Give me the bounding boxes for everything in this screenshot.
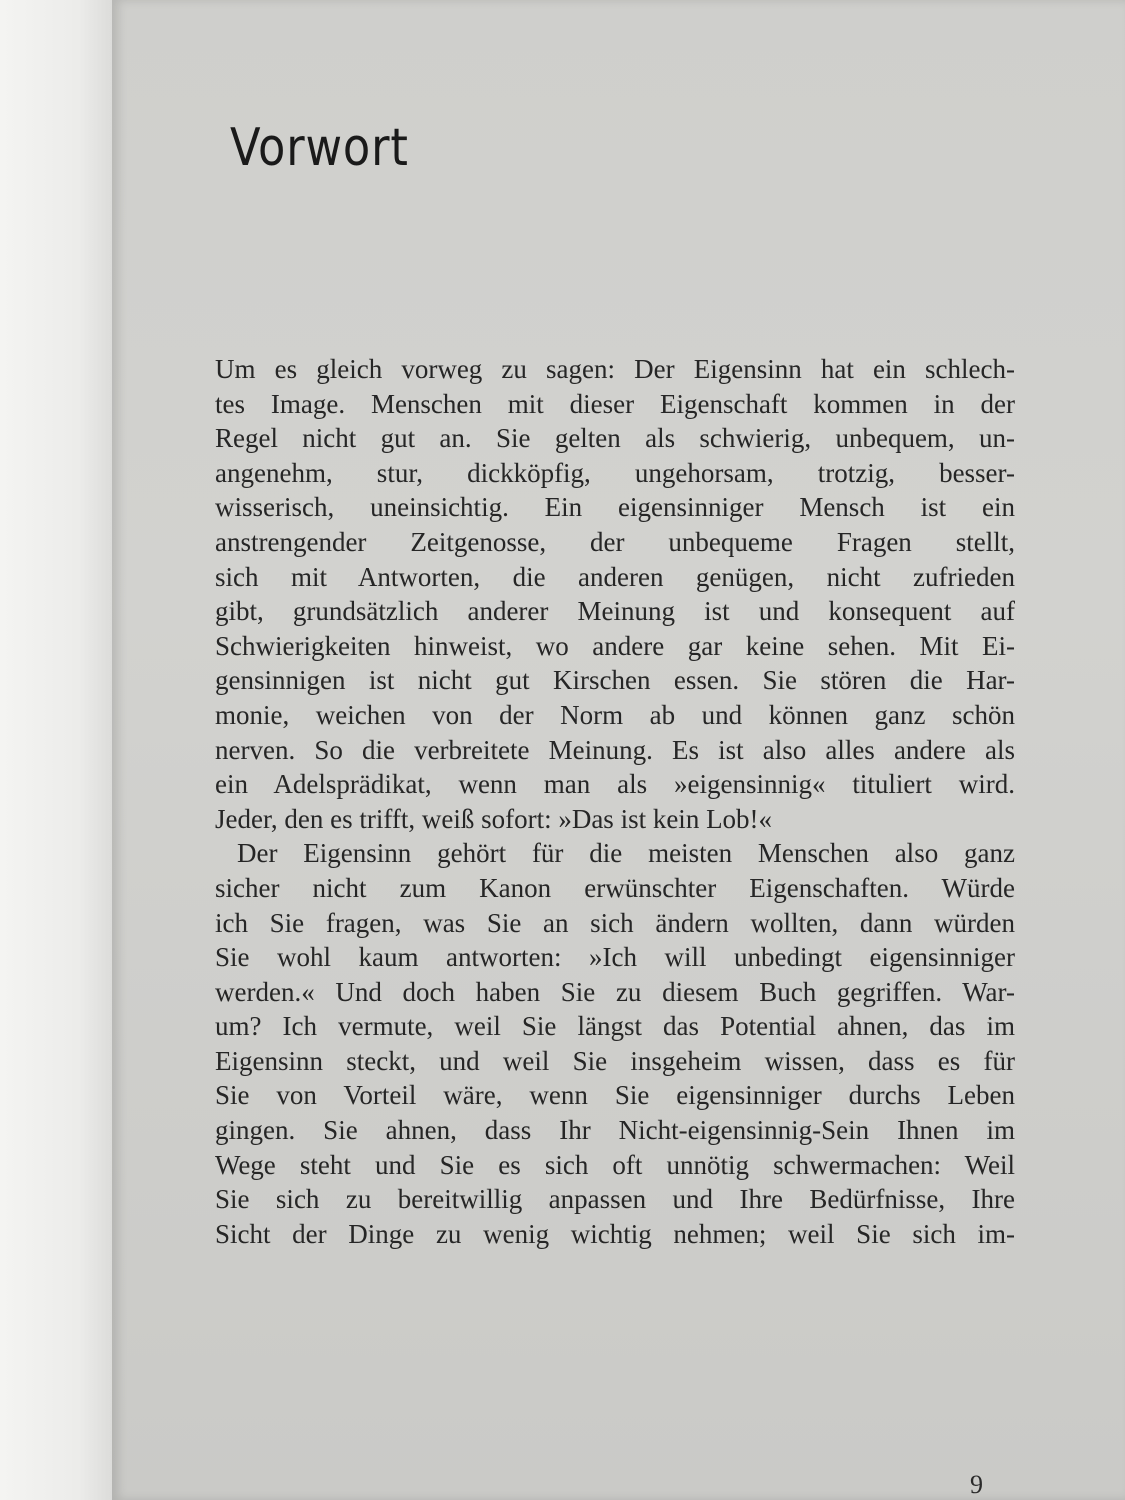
- text-line: gingen. Sie ahnen, dass Ihr Nicht-eigensinnig-Sein Ihnen im: [215, 1115, 1015, 1146]
- text-line: tes Image. Menschen mit dieser Eigenschaft kommen in der: [215, 388, 1015, 419]
- text-line: nerven. So die verbreitete Meinung. Es ist also alles andere als: [215, 734, 1015, 765]
- text-line: sich mit Antworten, die anderen genügen, nicht zufrieden: [215, 561, 1015, 592]
- chapter-title: Vorwort: [230, 118, 409, 178]
- page-number: 9: [970, 1470, 983, 1499]
- text-line: sicher nicht zum Kanon erwünschter Eigenschaften. Würde: [215, 872, 1015, 903]
- text-line: monie, weichen von der Norm ab und können ganz schön: [215, 699, 1015, 730]
- text-line: Sie sich zu bereitwillig anpassen und Ihre Bedürfnisse, Ihre: [215, 1184, 1015, 1215]
- text-line: werden.« Und doch haben Sie zu diesem Buch gegriffen. War-: [215, 976, 1015, 1007]
- text-line: Wege steht und Sie es sich oft unnötig schwermachen: Weil: [215, 1149, 1015, 1180]
- text-line: Der Eigensinn gehört für die meisten Menschen also ganz: [237, 838, 1015, 869]
- text-line: Sicht der Dinge zu wenig wichtig nehmen; weil Sie sich im-: [215, 1218, 1015, 1249]
- text-line: gibt, grundsätzlich anderer Meinung ist und konsequent auf: [215, 596, 1015, 627]
- text-line: ich Sie fragen, was Sie an sich ändern wollten, dann würden: [215, 907, 1015, 938]
- text-line: um? Ich vermute, weil Sie längst das Potential ahnen, das im: [215, 1011, 1015, 1042]
- text-line: ein Adelsprädikat, wenn man als »eigensinnig« tituliert wird.: [215, 769, 1015, 800]
- book-page: [112, 0, 1125, 1500]
- text-line: Jeder, den es trifft, weiß sofort: »Das ist kein Lob!«: [215, 803, 773, 834]
- text-line: Regel nicht gut an. Sie gelten als schwierig, unbequem, un-: [215, 423, 1015, 454]
- body-text: [215, 352, 1015, 1251]
- text-line: Eigensinn steckt, und weil Sie insgeheim wissen, dass es für: [215, 1045, 1015, 1076]
- text-line: Sie wohl kaum antworten: »Ich will unbedingt eigensinniger: [215, 942, 1015, 973]
- text-line: Um es gleich vorweg zu sagen: Der Eigensinn hat ein schlech-: [215, 354, 1015, 384]
- facing-page-edge: [0, 0, 112, 1500]
- text-line: Schwierigkeiten hinweist, wo andere gar keine sehen. Mit Ei-: [215, 630, 1015, 661]
- text-line: angenehm, stur, dickköpfig, ungehorsam, trotzig, besser-: [215, 457, 1015, 488]
- text-line: anstrengender Zeitgenosse, der unbequeme Fragen stellt,: [215, 526, 1015, 557]
- text-line: gensinnigen ist nicht gut Kirschen essen. Sie stören die Har-: [215, 665, 1015, 696]
- text-line: wisserisch, uneinsichtig. Ein eigensinniger Mensch ist ein: [215, 492, 1015, 523]
- text-line: Sie von Vorteil wäre, wenn Sie eigensinniger durchs Leben: [215, 1080, 1015, 1111]
